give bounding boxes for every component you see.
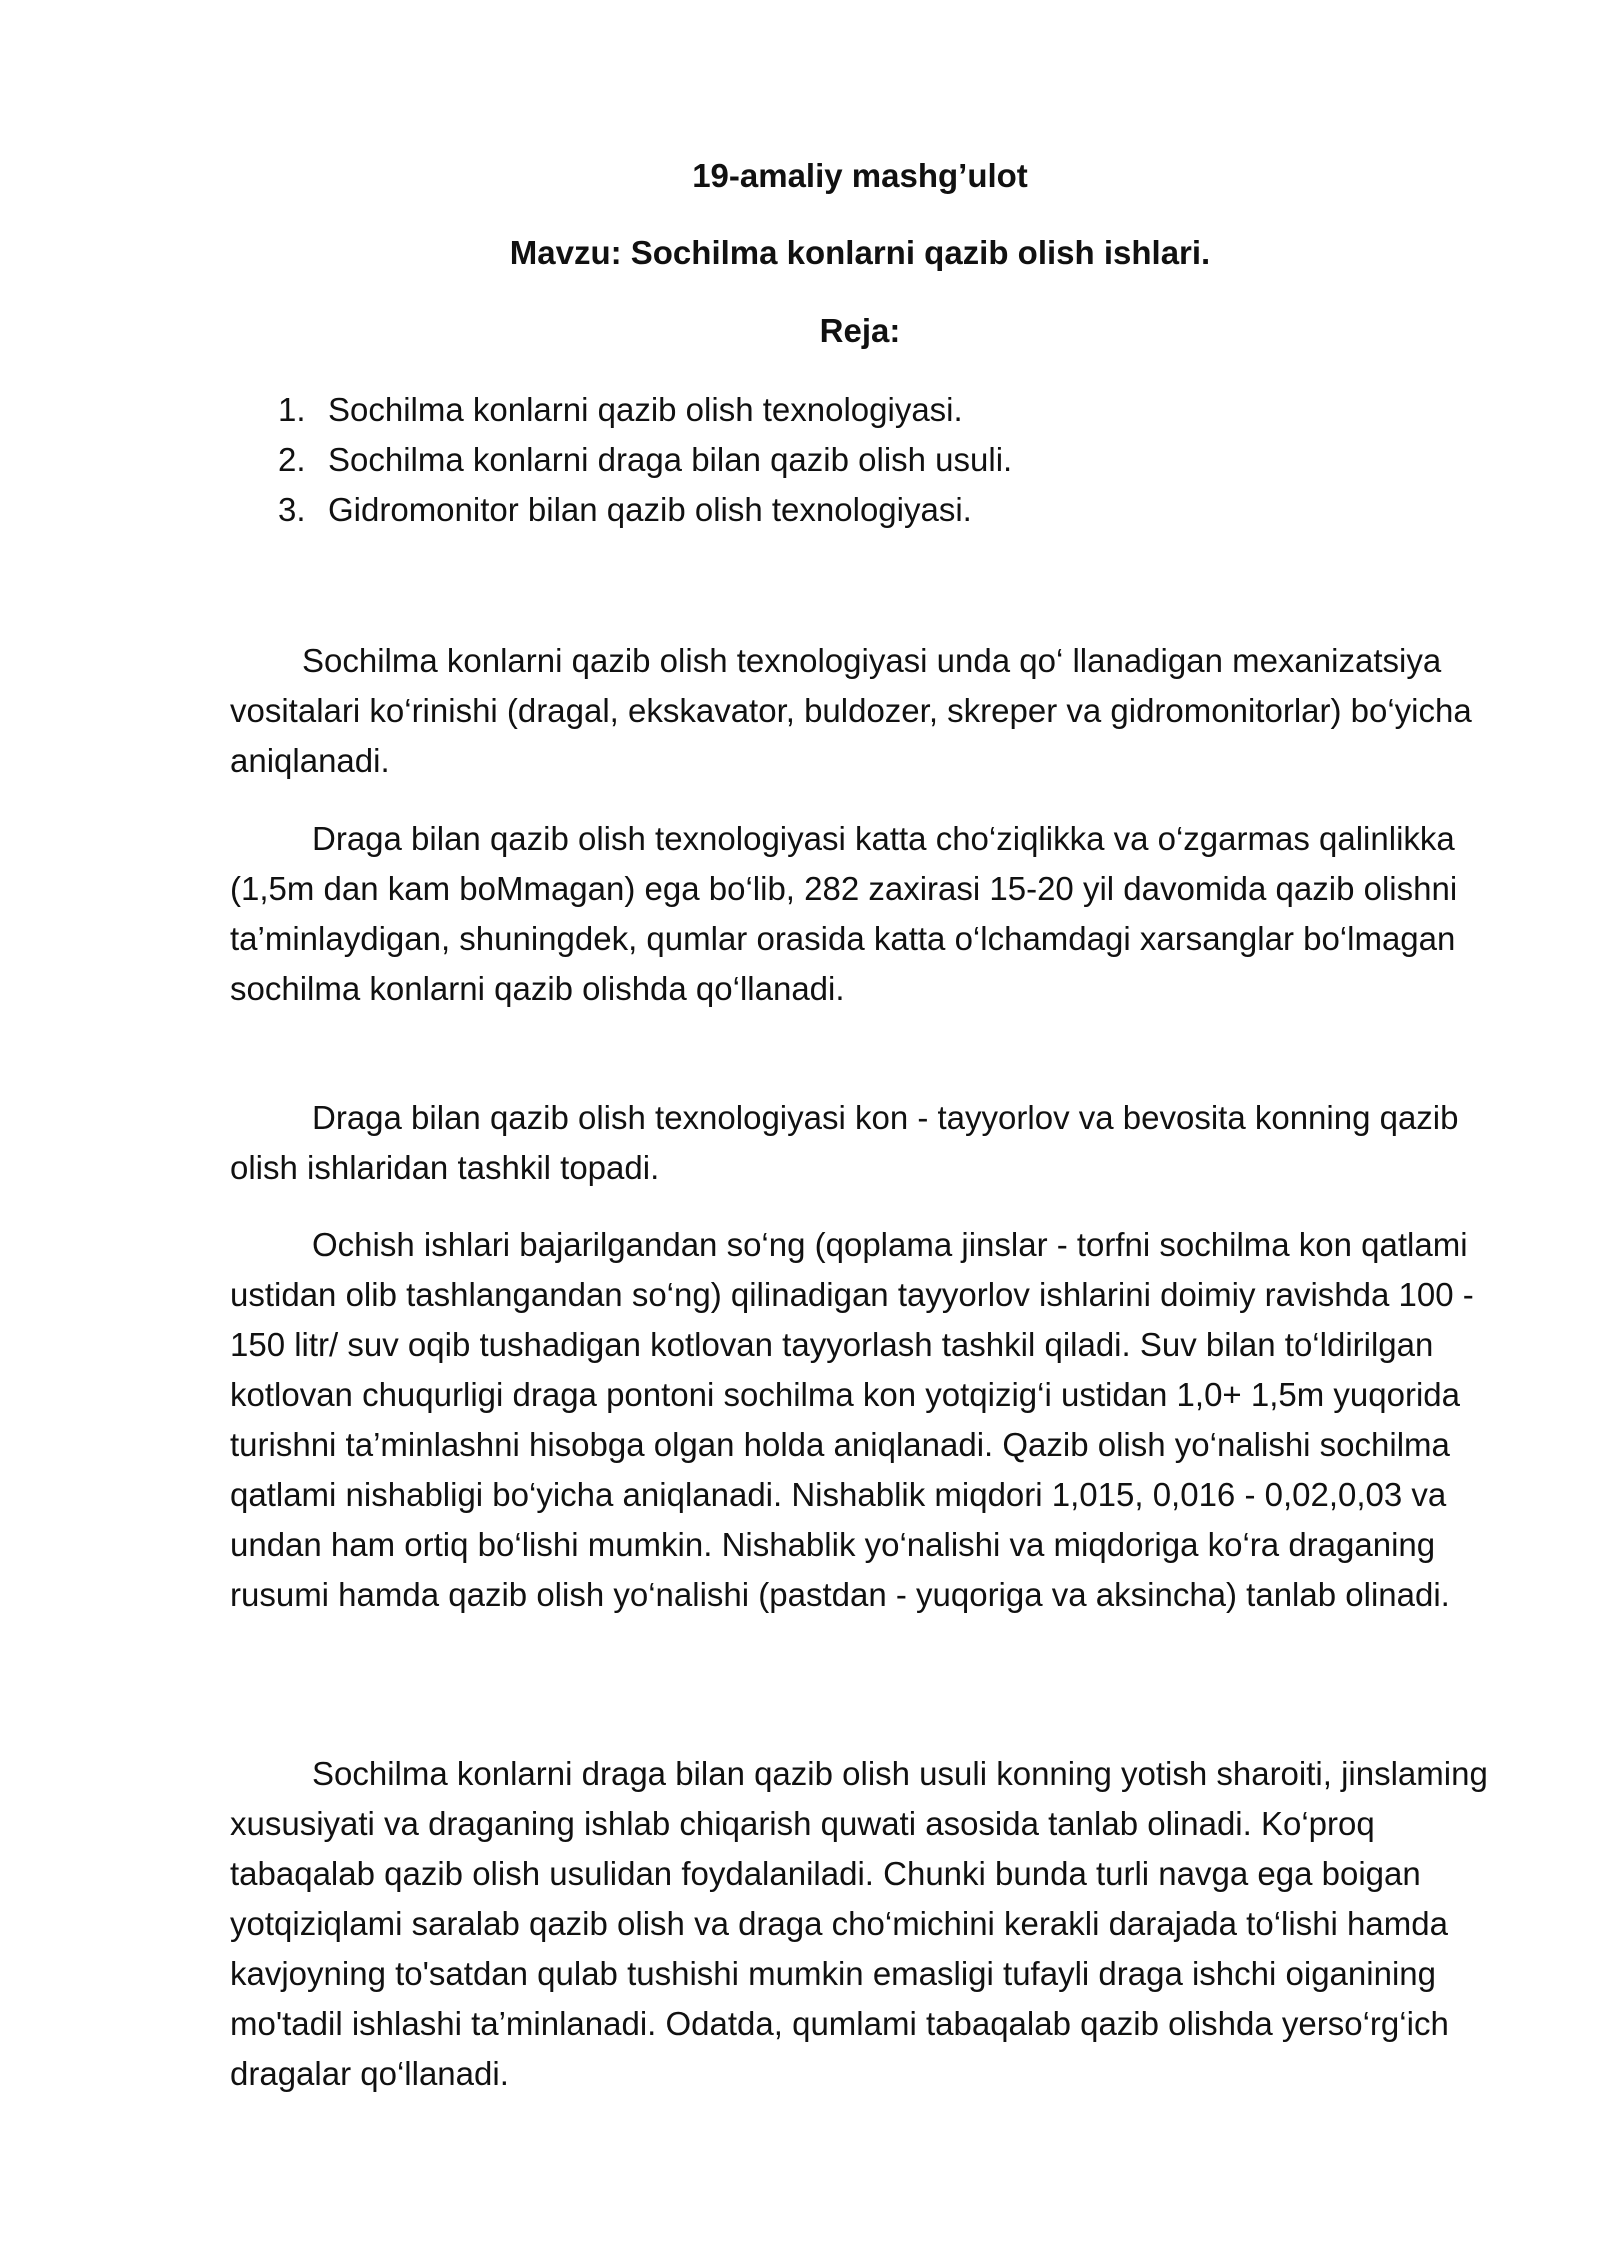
plan-heading: Reja: xyxy=(819,312,901,349)
document-title: 19-amaliy mashg’ulot xyxy=(692,157,1028,194)
body-paragraph: Ochish ishlari bajarilgandan so‘ng (qoplama jinslar - torfni sochilma kon qatlami ustidan olib tashlangandan so‘ng) qilinadigan tayyorlov ishlarini doimiy ravishda 100 - 150 litr/ suv oqib tushadigan kotlovan tayyorlash tashkil qiladi. Suv bilan to‘ldirilgan kotlovan chuqurligi draga pontoni sochilma kon yotqizig‘i ustidan 1,0+ 1,5m yuqorida turishni ta’minlashni hisobga olgan holda aniqlanadi. Qazib olish yo‘nalishi sochilma qatlami nishabligi bo‘yicha aniqlanadi. Nishablik miqdori 1,015, 0,016 - 0,02,0,03 va undan ham ortiq bo‘lishi mumkin. Nishablik yo‘nalishi va miqdoriga ko‘ra draganing rusumi hamda qazib olish yo‘nalishi (pastdan - yuqoriga va aksincha) tanlab olinadi. xyxy=(230,1226,1474,1613)
plan-item-text: Sochilma konlarni draga bilan qazib olish usuli. xyxy=(328,441,1013,478)
plan-item-number: 3. xyxy=(278,491,306,528)
plan-item xyxy=(278,385,1012,435)
body-paragraph: Draga bilan qazib olish texnologiyasi kon - tayyorlov va bevosita konning qazib olish ishlaridan tashkil topadi. xyxy=(230,1099,1459,1186)
plan-item-text: Gidromonitor bilan qazib olish texnologiyasi. xyxy=(328,491,972,528)
body-paragraph: Draga bilan qazib olish texnologiyasi katta cho‘ziqlikka va o‘zgarmas qalinlikka (1,5m dan kam boMmagan) ega bo‘lib, 282 zaxirasi 15-20 yil davomida qazib olishni ta’minlaydigan, shuningdek, qumlar orasida katta o‘lchamdagi xarsanglar bo‘lmagan sochilma konlarni qazib olishda qo‘llanadi. xyxy=(230,820,1458,1007)
plan-item-number: 2. xyxy=(278,441,306,478)
body-paragraph: Sochilma konlarni draga bilan qazib olish usuli konning yotish sharoiti, jinslaming xususiyati va draganing ishlab chiqarish quwati asosida tanlab olinadi. Ko‘proq tabaqalab qazib olish usulidan foydalaniladi. Chunki bunda turli navga ega boigan yotqiziqlami saralab qazib olish va draga cho‘michini kerakli darajada to‘lishi hamda kavjoyning to'satdan qulab tushishi mumkin emasligi tufayli draga ishchi oiganining mo'tadil ishlashi ta’minlanadi. Odatda, qumlami tabaqalab qazib olishda yerso‘rg‘ich dragalar qo‘llanadi. xyxy=(230,1755,1488,2092)
plan-item-text: Sochilma konlarni qazib olish texnologiyasi. xyxy=(328,391,963,428)
plan-item xyxy=(278,435,1012,485)
body-paragraph: Sochilma konlarni qazib olish texnologiyasi unda qo‘ llanadigan mexanizatsiya vositalari ko‘rinishi (dragal, ekskavator, buldozer, skreper va gidromonitorlar) bo‘yicha aniqlanadi. xyxy=(230,642,1472,779)
topic-heading: Mavzu: Sochilma konlarni qazib olish ishlari. xyxy=(509,234,1211,271)
plan-item-number: 1. xyxy=(278,391,306,428)
plan-list xyxy=(278,385,1012,535)
plan-item xyxy=(278,485,1012,535)
